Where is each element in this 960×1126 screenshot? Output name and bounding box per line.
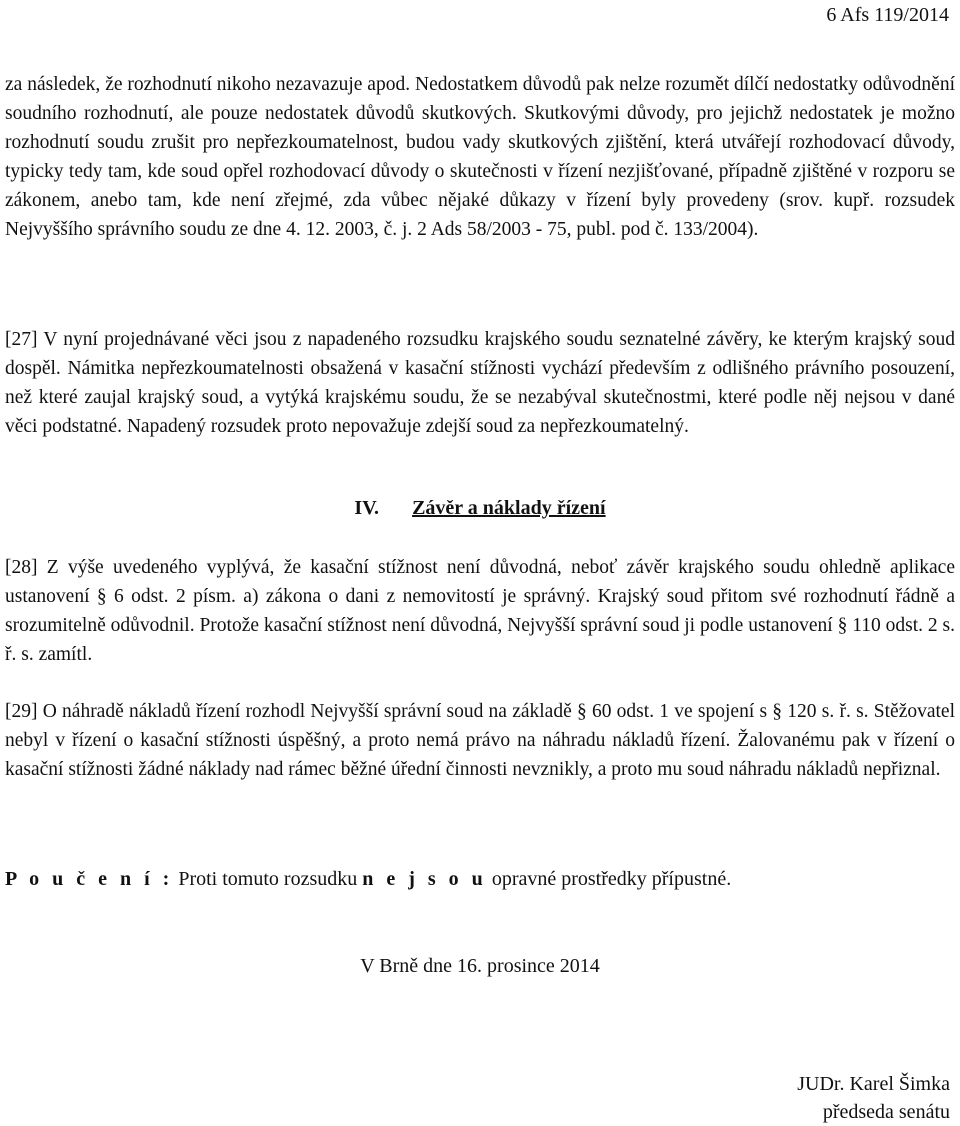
decision-date: V Brně dne 16. prosince 2014 [360, 955, 600, 977]
case-number: 6 Afs 119/2014 [826, 4, 949, 26]
notice-text-after: opravné prostředky přípustné. [491, 868, 732, 890]
paragraph-intro-text: za následek, že rozhodnutí nikoho nezavazuje apod. Nedostatkem důvodů pak nelze rozumět dílčí nedostatky odůvodnění soudního rozhodnutí, ale pouze nedostatek důvodů skutkových. Skutkovými důvody, pro jejichž nedostatek je možno rozhodnutí soudu zrušit pro nepřezkoumatelnost, budou vady skutkových zjištění, která utvářejí rozhodovací důvody, typicky tedy tam, kde soud opřel rozhodovací důvody o skutečnosti v řízení nezjišťované, případně zjištěné v rozporu se zákonem, anebo tam, kde není zřejmé, zda vůbec nějaké důkazy v řízení byly provedeny (srov. kupř. rozsudek Nejvyššího správního soudu ze dne 4. 12. 2003, č. j. 2 Ads 58/2003 - 75, publ. pod č. 133/2004). [5, 74, 955, 240]
paragraph-29 [5, 697, 955, 784]
paragraph-28-text: [28] Z výše uvedeného vyplývá, že kasační stížnost není důvodná, neboť závěr krajského soudu ohledně aplikace ustanovení § 6 odst. 2 písm. a) zákona o dani z nemovitostí je správný. Krajský soud přitom své rozhodnutí řádně a srozumitelně odůvodnil. Protože kasační stížnost není důvodná, Nejvyšší správní soud ji podle ustanovení § 110 odst. 2 s. ř. s. zamítl. [5, 557, 955, 665]
section-heading [5, 497, 955, 520]
signer-name: JUDr. Karel Šimka [797, 1073, 950, 1095]
paragraph-intro [5, 70, 955, 244]
notice-emphasis: n e j s o u [362, 868, 487, 890]
legal-notice [5, 868, 955, 891]
paragraph-28 [5, 553, 955, 669]
paragraph-29-text: [29] O náhradě nákladů řízení rozhodl Nejvyšší správní soud na základě § 60 odst. 1 ve spojení s § 120 s. ř. s. Stěžovatel nebyl v řízení o kasační stížnosti úspěšný, a proto nemá právo na náhradu nákladů řízení. Žalovanému pak v řízení o kasační stížnosti žádné náklady nad rámec běžné úřední činnosti nevznikly, a proto mu soud náhradu nákladů nepřiznal. [5, 701, 955, 780]
signer-title: předseda senátu [822, 1101, 950, 1123]
signature-block [797, 1070, 950, 1126]
section-title: Závěr a náklady řízení [412, 497, 606, 519]
section-number: IV. [354, 497, 380, 519]
paragraph-27-text: [27] V nyní projednávané věci jsou z napadeného rozsudku krajského soudu seznatelné závěry, ke kterým krajský soud dospěl. Námitka nepřezkoumatelnosti obsažená v kasační stížnosti vychází především z odlišného právního posouzení, než které zaujal krajský soud, a vytýká krajskému soudu, že se nezabýval skutečnostmi, které podle něj nejsou v dané věci podstatné. Napadený rozsudek proto nepovažuje zdejší soud za nepřezkoumatelný. [5, 329, 955, 437]
notice-text-before: Proti tomuto rozsudku [178, 868, 358, 890]
paragraph-27 [5, 325, 955, 441]
notice-label: P o u č e n í : [5, 868, 174, 890]
